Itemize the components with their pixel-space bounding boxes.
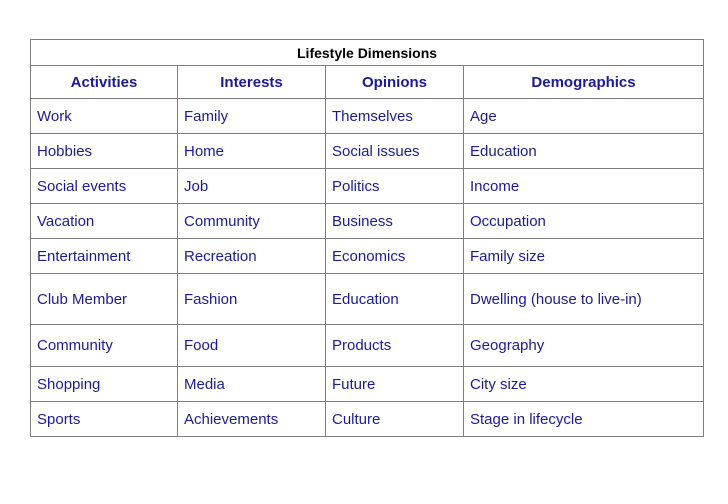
table-cell: Economics — [326, 239, 464, 274]
lifestyle-dimensions-table — [30, 39, 704, 437]
table-title: Lifestyle Dimensions — [31, 40, 704, 66]
table-cell: Work — [31, 99, 178, 134]
table-cell: Business — [326, 204, 464, 239]
table-cell: Community — [31, 325, 178, 367]
table-cell: Social events — [31, 169, 178, 204]
table-cell: Future — [326, 367, 464, 402]
table-cell: City size — [464, 367, 704, 402]
table-row — [31, 99, 704, 134]
table-cell: Recreation — [178, 239, 326, 274]
table-cell: Occupation — [464, 204, 704, 239]
table-title-row — [31, 40, 704, 66]
table-row — [31, 239, 704, 274]
table-cell: Dwelling (house to live-in) — [464, 274, 704, 325]
table-cell: Community — [178, 204, 326, 239]
table-cell: Age — [464, 99, 704, 134]
table-cell: Geography — [464, 325, 704, 367]
table-cell: Media — [178, 367, 326, 402]
column-header-activities: Activities — [31, 66, 178, 99]
table-cell: Themselves — [326, 99, 464, 134]
table-cell: Fashion — [178, 274, 326, 325]
table-cell: Education — [464, 134, 704, 169]
table-cell: Family size — [464, 239, 704, 274]
table-header-row — [31, 66, 704, 99]
table-cell: Shopping — [31, 367, 178, 402]
table-row — [31, 325, 704, 367]
table-row — [31, 134, 704, 169]
column-header-demographics: Demographics — [464, 66, 704, 99]
table-cell: Sports — [31, 402, 178, 437]
table-cell: Products — [326, 325, 464, 367]
table-row — [31, 274, 704, 325]
table-cell: Vacation — [31, 204, 178, 239]
table-cell: Achievements — [178, 402, 326, 437]
table-cell: Social issues — [326, 134, 464, 169]
table-cell: Education — [326, 274, 464, 325]
table-row — [31, 204, 704, 239]
column-header-opinions: Opinions — [326, 66, 464, 99]
table-row — [31, 402, 704, 437]
table-cell: Home — [178, 134, 326, 169]
table-cell: Stage in lifecycle — [464, 402, 704, 437]
table-cell: Politics — [326, 169, 464, 204]
table-cell: Food — [178, 325, 326, 367]
table-cell: Job — [178, 169, 326, 204]
table-cell: Entertainment — [31, 239, 178, 274]
table-cell: Income — [464, 169, 704, 204]
table-cell: Hobbies — [31, 134, 178, 169]
table-cell: Family — [178, 99, 326, 134]
table-row — [31, 367, 704, 402]
table-cell: Club Member — [31, 274, 178, 325]
table-row — [31, 169, 704, 204]
table-cell: Culture — [326, 402, 464, 437]
column-header-interests: Interests — [178, 66, 326, 99]
